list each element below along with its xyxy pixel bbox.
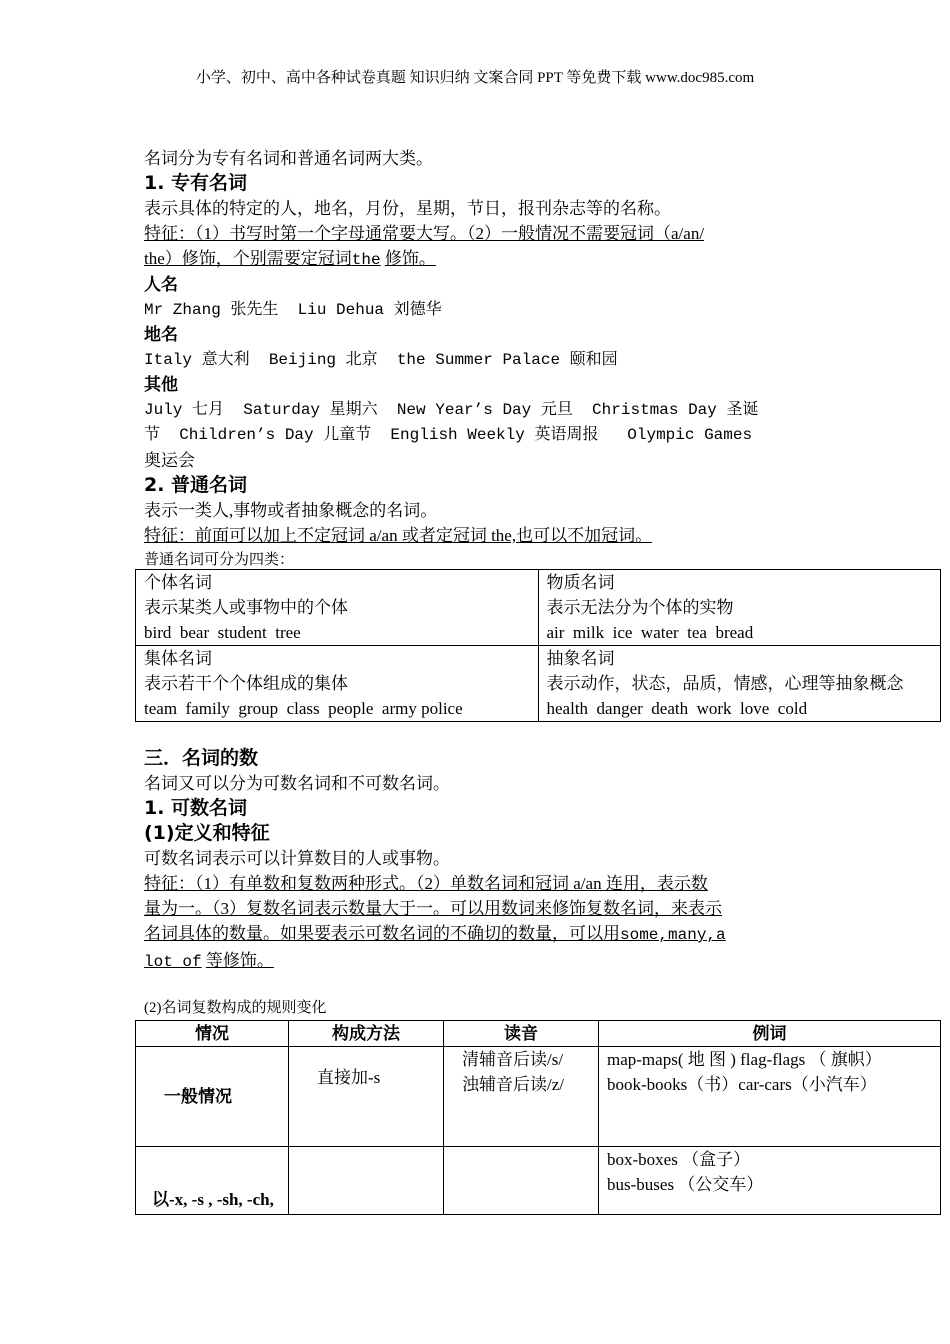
feature-text-c: 修饰。: [384, 249, 436, 268]
countable-heading: 1. 可数名词: [144, 797, 248, 819]
type-title: 抽象名词: [546, 649, 615, 668]
others-examples-1: July 七月 Saturday 星期六 New Year’s Day 元旦 Christmas Day 圣诞: [144, 401, 759, 419]
plural-rules-caption: (2)名词复数构成的规则变化: [144, 1000, 327, 1016]
sound-cell: [444, 1147, 599, 1215]
sound-1: 清辅音后读/s/: [462, 1050, 564, 1069]
col-header: 构成方法: [289, 1021, 444, 1047]
col-header: 情况: [136, 1021, 289, 1047]
table-cell: [538, 570, 941, 646]
table-row: [136, 1047, 941, 1147]
case-cell: 以-x, -s , -sh, -ch,: [136, 1147, 289, 1215]
page-header: 小学、初中、高中各种试卷真题 知识归纳 文案合同 PPT 等免费下载 www.doc985.com: [195, 70, 755, 86]
table-cell: [538, 646, 941, 722]
feature-3-mono: some,many,a: [620, 926, 726, 944]
proper-noun-feature-line1: 特征：（1）书写时第一个字母通常要大写。（2）一般情况不需要冠词（a/an/: [144, 224, 705, 243]
countable-feature-3: [144, 921, 808, 948]
type-examples: air milk ice water tea bread: [546, 623, 754, 642]
feature-4-text: 等修饰。: [205, 951, 274, 970]
method-cell: [289, 1147, 444, 1215]
type-desc: 表示若干个个体组成的集体: [144, 674, 348, 693]
type-title: 集体名词: [144, 649, 212, 668]
case-cell: 一般情况: [136, 1047, 289, 1147]
type-desc: 表示动作，状态，品质，情感，心理等抽象概念: [546, 674, 904, 693]
countable-def: 可数名词表示可以计算数目的人或事物。: [144, 849, 450, 868]
method-cell: [289, 1047, 444, 1147]
feature-text-b: the）修饰，个别需要定冠词: [144, 249, 352, 268]
sound-cell: [444, 1047, 599, 1147]
example-2: book-books（书）car-cars（小汽车）: [607, 1075, 877, 1094]
sound-2: 浊辅音后读/z/: [462, 1075, 564, 1094]
plural-rules-table: [135, 1020, 941, 1215]
example-1: map-maps( 地 图 ) flag-flags （ 旗帜）: [607, 1050, 882, 1069]
examples-cell: [599, 1147, 941, 1215]
common-noun-types-table: [135, 569, 941, 722]
col-header: 例词: [599, 1021, 941, 1047]
proper-noun-heading: 1. 专有名词: [144, 172, 248, 194]
type-examples: bird bear student tree: [144, 623, 301, 642]
col-header: 读音: [444, 1021, 599, 1047]
feature-4-mono: lot of: [144, 953, 202, 971]
type-desc: 表示无法分为个体的实物: [546, 598, 734, 617]
table-header-row: [136, 1021, 941, 1047]
proper-noun-feature-line2: [144, 246, 808, 273]
noun-number-section: [144, 746, 808, 975]
table-cell: [136, 646, 539, 722]
feature-mono-the: the: [351, 251, 381, 269]
countable-feature-2: 量为一。（3）复数名词表示数量大于一。可以用数词来修饰复数名词，来表示: [144, 899, 722, 918]
type-title: 物质名词: [546, 573, 615, 592]
method-text: 直接加-s: [317, 1068, 381, 1087]
others-examples-3: 奥运会: [144, 451, 195, 470]
examples-cell: [599, 1047, 941, 1147]
table-cell: [136, 570, 539, 646]
table-row: [136, 1147, 941, 1215]
people-examples: Mr Zhang 张先生 Liu Dehua 刘德华: [144, 301, 442, 319]
common-noun-heading: 2. 普通名词: [144, 474, 248, 496]
noun-number-heading: 三．名词的数: [144, 747, 259, 769]
type-desc: 表示某类人或事物中的个体: [144, 598, 348, 617]
common-noun-feature: 特征：前面可以加上不定冠词 a/an 或者定冠词 the,也可以不加冠词。: [144, 526, 653, 545]
example-1: box-boxes （盒子）: [607, 1150, 751, 1169]
example-2: bus-buses （公交车）: [607, 1175, 764, 1194]
noun-number-desc: 名词又可以分为可数名词和不可数名词。: [144, 774, 450, 793]
places-title: 地名: [144, 325, 178, 345]
countable-feature-4: [144, 948, 808, 975]
common-noun-caption: 普通名词可分为四类：: [144, 552, 295, 568]
people-title: 人名: [144, 275, 178, 295]
definition-heading: (1)定义和特征: [144, 822, 270, 844]
type-title: 个体名词: [144, 573, 212, 592]
countable-feature-1: 特征：（1）有单数和复数两种形式。（2）单数名词和冠词 a/an 连用，表示数: [144, 874, 708, 893]
proper-noun-section: [144, 146, 808, 572]
places-examples: Italy 意大利 Beijing 北京 the Summer Palace 颐和园: [144, 351, 618, 369]
proper-noun-desc: 表示具体的特定的人，地名，月份，星期，节日，报刊杂志等的名称。: [144, 199, 671, 218]
common-noun-desc: 表示一类人,事物或者抽象概念的名词。: [144, 501, 438, 520]
table-row: [136, 646, 941, 722]
type-examples: team family group class people army police: [144, 699, 463, 718]
type-examples: health danger death work love cold: [546, 699, 808, 718]
others-examples-2: 节 Children’s Day 儿童节 English Weekly 英语周报 Olympic Games: [144, 426, 753, 444]
others-title: 其他: [144, 375, 178, 395]
feature-3-text: 名词具体的数量。如果要表示可数名词的不确切的数量，可以用: [144, 924, 620, 943]
intro-text: 名词分为专有名词和普通名词两大类。: [144, 149, 433, 168]
table-row: [136, 570, 941, 646]
